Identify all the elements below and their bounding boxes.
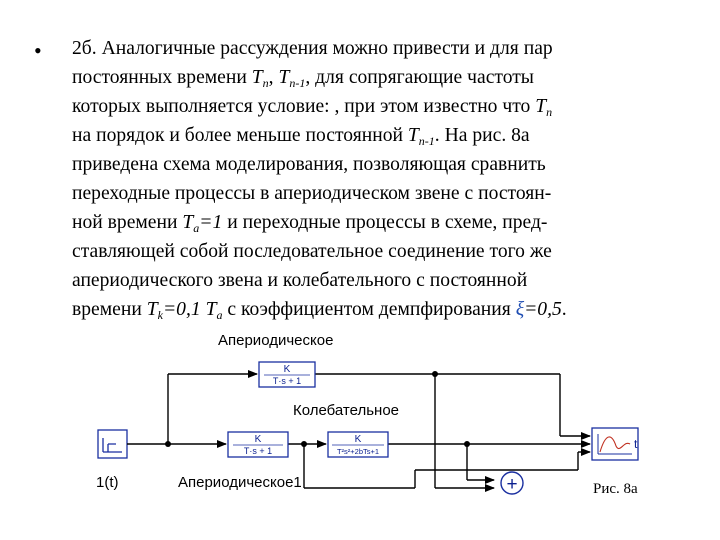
scope-block[interactable]: [592, 428, 638, 460]
block-denominator: T·s + 1: [243, 446, 273, 456]
text-segment: ной времени: [72, 212, 183, 233]
aperiodic1-block[interactable]: [228, 432, 288, 457]
text-segment: на порядок и более меньше постоянной: [72, 125, 408, 146]
text-segment: 2б. Аналогичные рассуждения можно привести и для пар: [72, 38, 553, 59]
var-sub: n: [546, 105, 553, 119]
text-segment: приведена схема моделирования, позволяющая сравнить: [72, 154, 546, 175]
block-numerator: K: [354, 434, 362, 445]
bullet-marker: •: [34, 38, 42, 63]
var-sub: a: [216, 308, 223, 322]
var-value: =1: [199, 212, 223, 233]
text-segment: . На рис. 8а: [434, 125, 530, 146]
var-T: T: [407, 125, 419, 146]
sum-node[interactable]: [501, 472, 523, 495]
text-segment: апериодического звена и колебательного с постоянной: [72, 270, 528, 291]
var-value: =0,5: [524, 299, 562, 320]
text-segment: с коэффициентом демпфирования: [222, 299, 516, 320]
block-numerator: K: [283, 364, 291, 375]
block-numerator: K: [254, 434, 262, 445]
var-sub: n: [262, 76, 269, 90]
signal-wires: [127, 374, 590, 488]
label-aperiodic1: Апериодическое1: [178, 474, 302, 491]
sum-symbol: +: [506, 474, 518, 495]
text-segment: ,: [268, 67, 279, 88]
label-oscillatory: Колебательное: [293, 402, 400, 419]
text-segment: времени: [72, 299, 147, 320]
var-sub: k: [157, 308, 163, 322]
text-segment: .: [561, 299, 567, 320]
figure-caption: Рис. 8а: [593, 481, 638, 497]
oscillatory-block[interactable]: [328, 432, 388, 457]
var-sub: n-1: [418, 134, 435, 148]
block-denominator: T²s²+2bTs+1: [336, 447, 380, 456]
text-segment: которых выполняется условие: , при этом известно что: [72, 96, 536, 117]
var-T: T: [535, 96, 547, 117]
var-sub: a: [193, 221, 200, 235]
label-step: 1(t): [96, 474, 119, 491]
var-sub: n-1: [289, 76, 306, 90]
var-value: =0,1: [162, 299, 206, 320]
text-segment: , для сопрягающие частоты: [305, 67, 534, 88]
label-aperiodic: Апериодическое: [218, 332, 334, 349]
text-segment: ставляющей собой последовательное соединение того же: [72, 241, 552, 262]
text-segment: и переходные процессы в схеме, пред-: [222, 212, 548, 233]
step-source-block[interactable]: [98, 430, 127, 458]
var-T: T: [205, 299, 217, 320]
text-segment: постоянных времени: [72, 67, 252, 88]
scope-t-label: t: [634, 437, 638, 451]
xi-symbol: ξ: [515, 299, 525, 320]
var-T: T: [182, 212, 194, 233]
var-T: T: [146, 299, 158, 320]
text-segment: переходные процессы в апериодическом звене с постоян-: [72, 183, 552, 204]
var-T: T: [278, 67, 290, 88]
var-T: T: [251, 67, 263, 88]
block-denominator: T·s + 1: [272, 376, 302, 386]
aperiodic-block[interactable]: [259, 362, 315, 387]
